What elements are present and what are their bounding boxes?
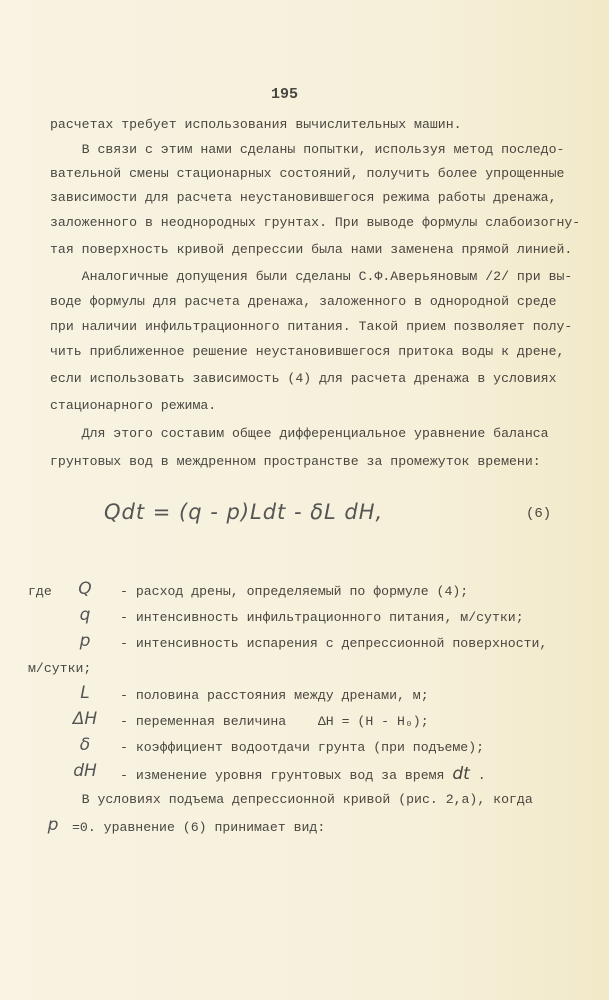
text-line: тая поверхность кривой депрессии была нами заменена прямой линией. — [50, 242, 573, 257]
legend-text — [120, 766, 486, 784]
where-label: где — [28, 584, 52, 599]
text-line: В связи с этим нами сделаны попытки, используя метод последо- — [50, 142, 565, 157]
legend-symbol: p — [79, 631, 91, 651]
dt-symbol: dt — [452, 764, 470, 784]
legend-text: - интенсивность инфильтрационного питания, м/сутки; — [120, 610, 524, 625]
equation-number: (6) — [526, 506, 552, 522]
legend-symbol: dH — [73, 761, 97, 781]
page-number: 195 — [271, 86, 299, 103]
legend-symbol: Q — [78, 579, 92, 599]
text-line: вательной смены стационарных состояний, получить более упрощенные — [50, 166, 565, 181]
legend-text: - расход дрены, определяемый по формуле (4); — [120, 584, 469, 599]
legend-text: - переменная величина ΔH = (H - H₀); — [120, 714, 429, 729]
text-line: если использовать зависимость (4) для расчета дренажа в условиях — [50, 371, 557, 386]
legend-text: - коэффициент водоотдачи грунта (при подъеме); — [120, 740, 485, 755]
legend-text: - половина расстояния между дренами, м; — [120, 688, 429, 703]
text-line: грунтовых вод в междренном пространстве за промежуток времени: — [50, 454, 541, 469]
legend-continuation: м/сутки; — [28, 661, 92, 676]
legend-text: - интенсивность испарения с депрессионной поверхности, — [120, 636, 548, 651]
text-line: =0. уравнение (6) принимает вид: — [72, 820, 326, 835]
equation-formula: Qdt = (q - p)Ldt - δL dH, — [104, 500, 384, 524]
text-line: стационарного режима. — [50, 398, 217, 413]
text-line: при наличии инфильтрационного питания. Такой прием позволяет полу- — [50, 319, 573, 334]
legend-symbol: L — [80, 683, 90, 703]
text-line: чить приближенное решение неустановившегося притока воды к дрене, — [50, 344, 565, 359]
legend-symbol: δ — [79, 735, 91, 755]
text-line: заложенного в неоднородных грунтах. При выводе формулы слабоизогну- — [50, 215, 581, 230]
text-line: воде формулы для расчета дренажа, заложенного в однородной среде — [50, 294, 557, 309]
text-line: В условиях подъема депрессионной кривой (рис. 2,а), когда — [50, 792, 533, 807]
text-line: зависимости для расчета неустановившегося режима работы дренажа, — [50, 190, 557, 205]
text-line: Для этого составим общее дифференциальное уравнение баланса — [50, 426, 549, 441]
legend-symbol: ΔH — [72, 709, 98, 729]
legend-text-body: - изменение уровня грунтовых вод за время — [120, 768, 445, 783]
closing-symbol: p — [47, 815, 59, 835]
legend-symbol: q — [79, 605, 91, 625]
text-line: расчетах требует использования вычислительных машин. — [50, 117, 462, 132]
legend-text-end: . — [469, 768, 486, 783]
text-line: Аналогичные допущения были сделаны С.Ф.Аверьяновым /2/ при вы- — [50, 269, 573, 284]
